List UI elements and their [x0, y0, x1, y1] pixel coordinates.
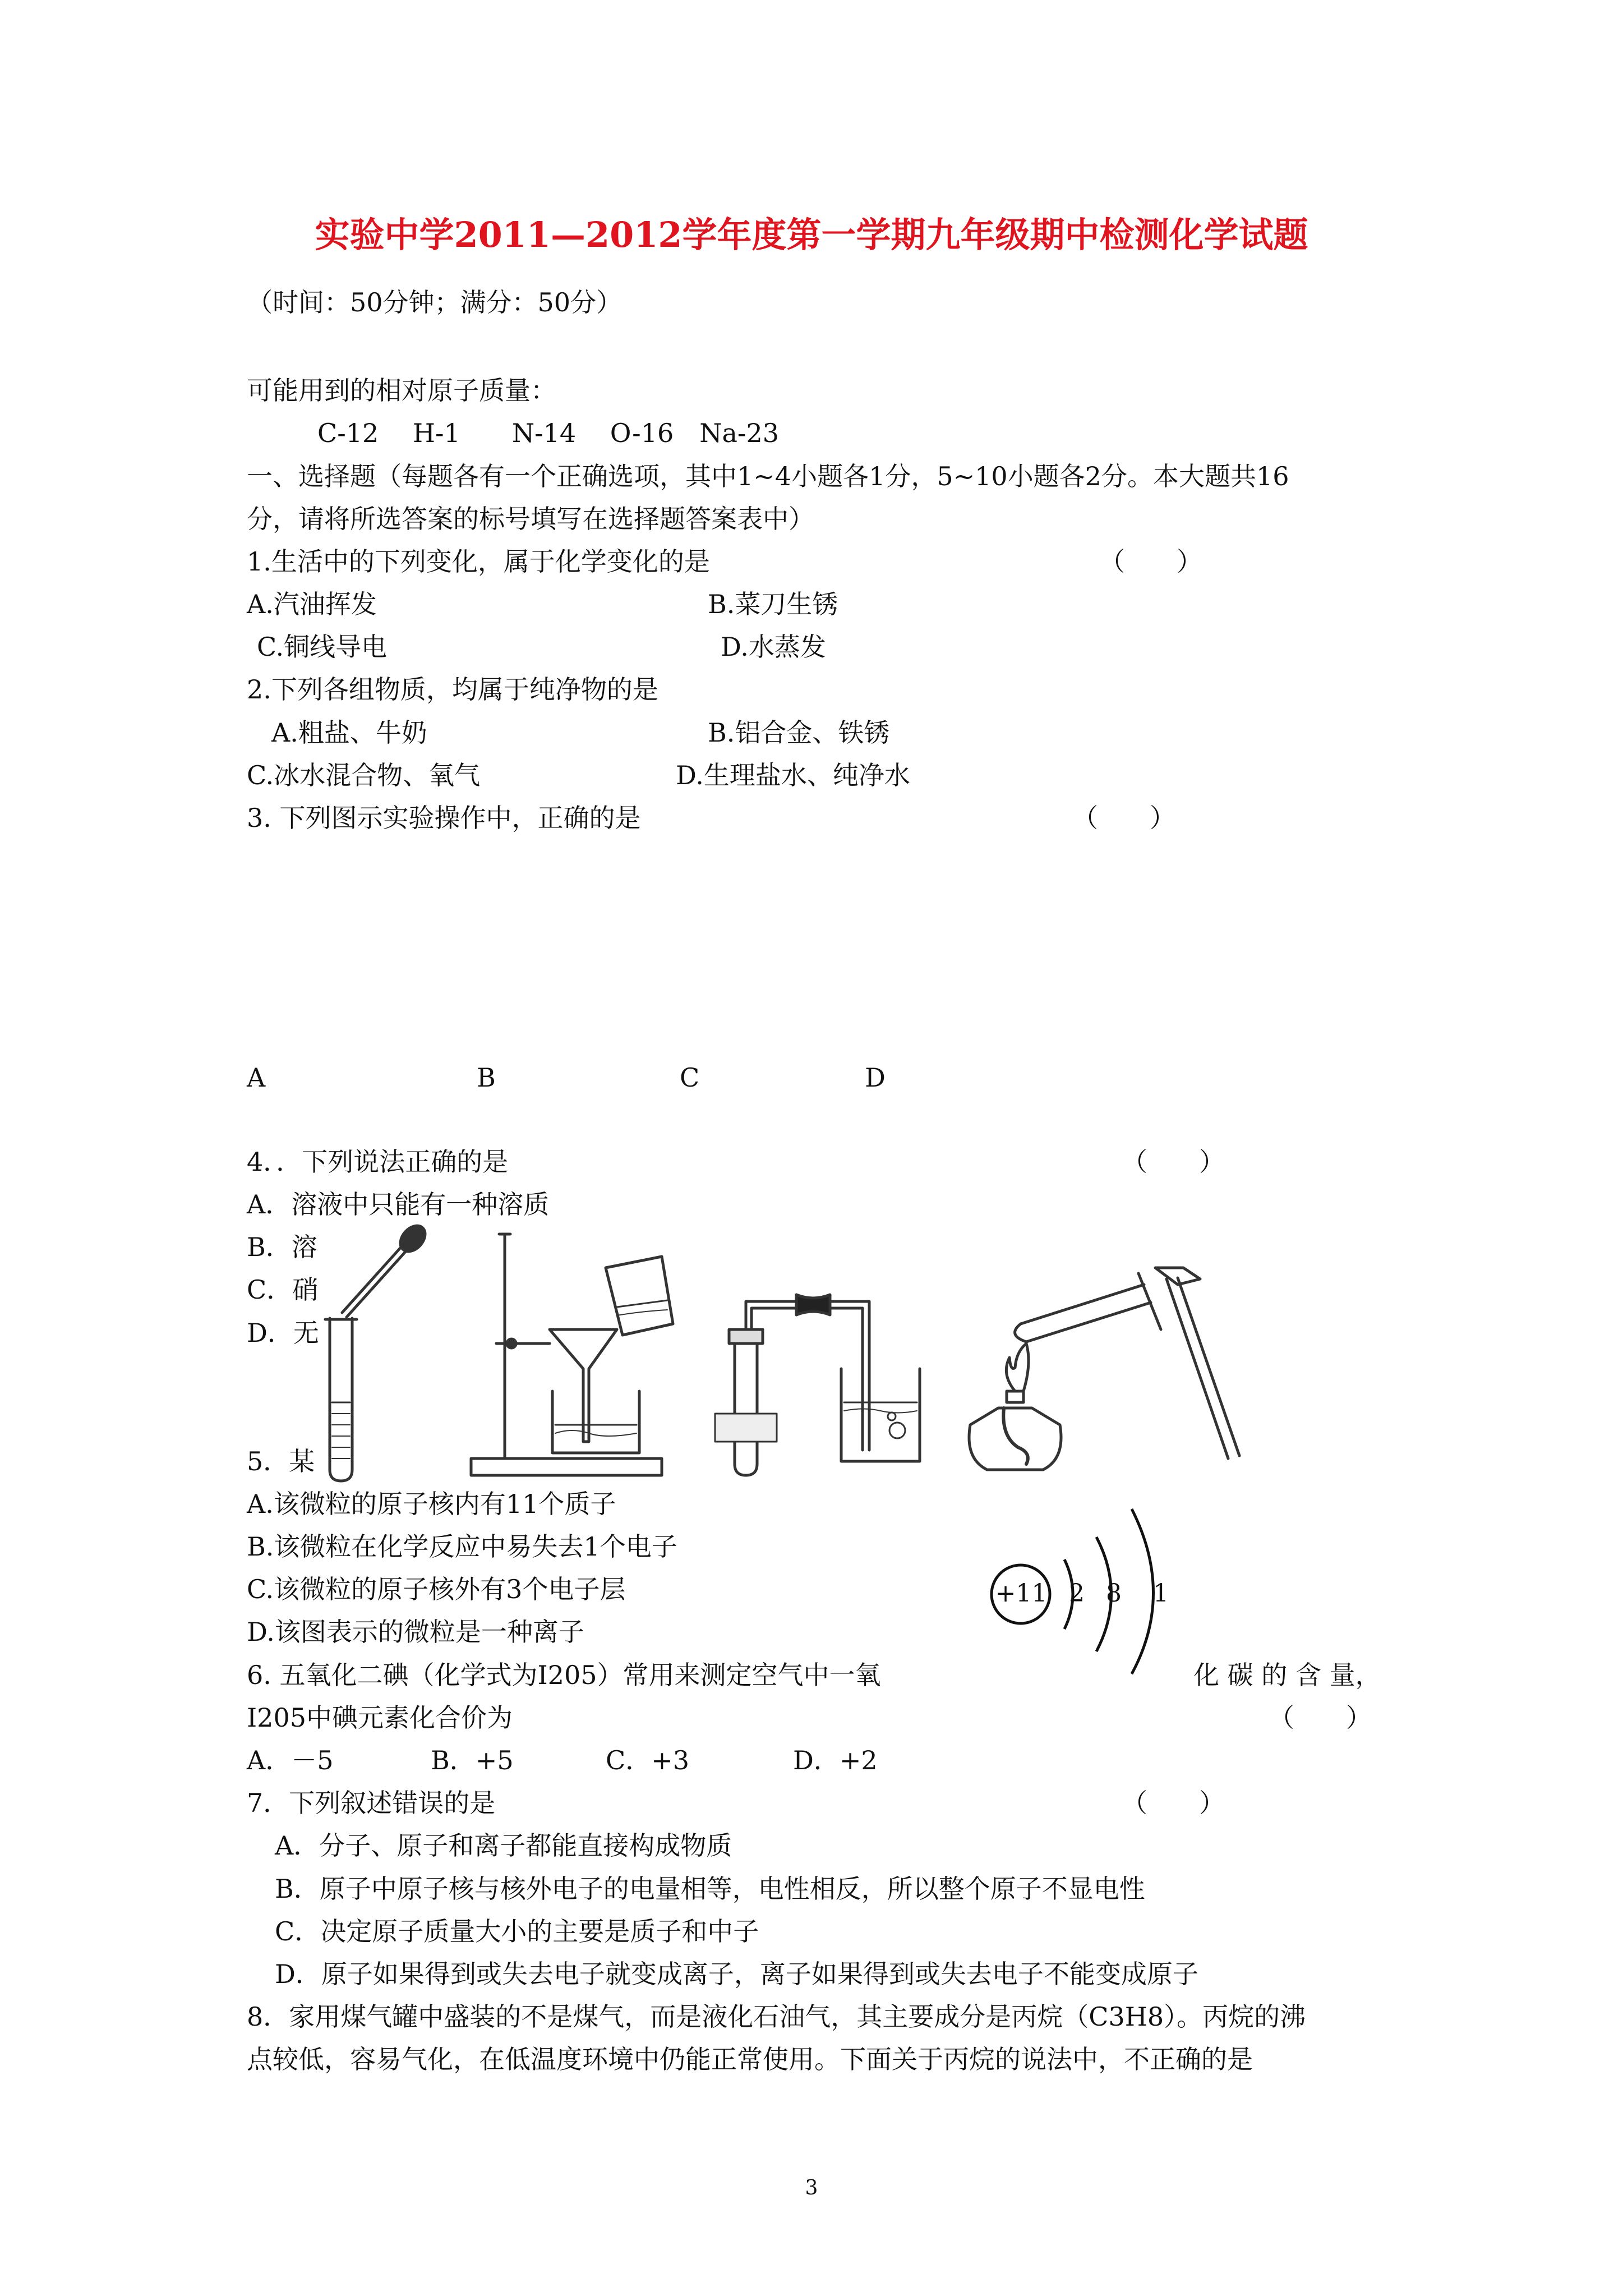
q3-label-a: A [247, 1062, 266, 1093]
q7-option-c: C．决定原子质量大小的主要是质子和中子 [275, 1916, 759, 1947]
exam-info: （时间：50分钟；满分：50分） [247, 287, 623, 318]
atomic-mass-label: 可能用到的相对原子质量： [247, 375, 556, 406]
q6-line1-right: 化 碳 的 含 量， [1193, 1660, 1381, 1690]
q4-answer-paren: （ ） [1122, 1147, 1225, 1177]
q2-option-c: C.冰水混合物、氧气 [247, 760, 481, 790]
q2-option-d: D.生理盐水、纯净水 [676, 760, 910, 790]
heating-test-tube-illustration [969, 1268, 1239, 1470]
q4-option-d: D．无 [247, 1318, 319, 1348]
q6-option-c: C．+3 [606, 1745, 690, 1775]
q2-stem: 2.下列各组物质，均属于纯净物的是 [247, 674, 658, 705]
shell-3-electrons: 1 [1153, 1579, 1169, 1608]
shell-2-electrons: 8 [1106, 1579, 1122, 1608]
q1-option-a: A.汽油挥发 [247, 589, 377, 619]
q1-answer-paren: （ ） [1099, 546, 1202, 577]
dropper-in-test-tube-illustration [325, 1223, 430, 1481]
q6-line2: I205中碘元素化合价为 [247, 1703, 513, 1733]
nucleus-charge: +11 [995, 1579, 1048, 1608]
q6-option-d: D．+2 [793, 1745, 878, 1775]
q7-option-a: A．分子、原子和离子都能直接构成物质 [275, 1830, 732, 1861]
shell-1-electrons: 2 [1069, 1579, 1085, 1608]
q3-label-d: D [865, 1062, 886, 1093]
gas-collection-illustration [715, 1295, 920, 1475]
atomic-masses: C-12 H-1 N-14 O-16 Na-23 [317, 418, 779, 448]
q1-option-d: D.水蒸发 [721, 632, 826, 662]
lab-operations-figure [303, 1223, 1245, 1487]
q7-option-d: D．原子如果得到或失去电子就变成离子，离子如果得到或失去电子不能变成原子 [275, 1959, 1198, 1989]
q8-line2: 点较低，容易气化，在低温度环境中仍能正常使用。下面关于丙烷的说法中，不正确的是 [247, 2044, 1253, 2074]
q5-option-b: B.该微粒在化学反应中易失去1个电子 [247, 1531, 677, 1562]
q6-line1-left: 6. 五氧化二碘（化学式为I205）常用来测定空气中一氧 [247, 1660, 881, 1690]
q7-stem: 7．下列叙述错误的是 [247, 1788, 496, 1818]
q1-option-c: C.铜线导电 [257, 632, 388, 662]
q5-stem: 5．某 [247, 1446, 315, 1476]
q4-stem: 4．．下列说法正确的是 [247, 1147, 509, 1177]
q2-option-b: B.铝合金、铁锈 [708, 717, 890, 748]
q3-label-b: B [477, 1062, 496, 1093]
atomic-structure-diagram [987, 1503, 1200, 1677]
q3-label-c: C [680, 1062, 700, 1093]
q5-option-d: D.该图表示的微粒是一种离子 [247, 1617, 584, 1647]
section1-instructions-line2: 分，请将所选答案的标号填写在选择题答案表中） [247, 504, 814, 534]
page-title: 实验中学2011—2012学年度第一学期九年级期中检测化学试题 [315, 214, 1308, 255]
q4-option-b: B．溶 [247, 1232, 317, 1262]
q6-answer-paren: （ ） [1269, 1703, 1372, 1733]
q5-option-c: C.该微粒的原子核外有3个电子层 [247, 1574, 626, 1604]
section1-instructions-line1: 一、选择题（每题各有一个正确选项，其中1~4小题各1分，5~10小题各2分。本大题共16 [247, 461, 1289, 491]
q1-option-b: B.菜刀生锈 [708, 589, 838, 619]
filtration-stand-illustration [471, 1234, 673, 1475]
q5-option-a: A.该微粒的原子核内有11个质子 [247, 1489, 616, 1519]
q2-option-a: A.粗盐、牛奶 [271, 717, 427, 748]
q6-option-a: A．－5 [247, 1745, 334, 1775]
page-number: 3 [805, 2177, 818, 2200]
q6-option-b: B．+5 [431, 1745, 514, 1775]
q3-stem: 3. 下列图示实验操作中，正确的是 [247, 803, 641, 833]
q4-option-a: A．溶液中只能有一种溶质 [247, 1189, 550, 1220]
q3-answer-paren: （ ） [1072, 803, 1175, 833]
q8-line1: 8．家用煤气罐中盛装的不是煤气，而是液化石油气，其主要成分是丙烷（C3H8）。丙烷的沸 [247, 2001, 1306, 2032]
q7-option-b: B．原子中原子核与核外电子的电量相等，电性相反，所以整个原子不显电性 [275, 1874, 1145, 1904]
q1-stem: 1.生活中的下列变化，属于化学变化的是 [247, 546, 710, 577]
q4-option-c: C．硝 [247, 1274, 319, 1305]
q7-answer-paren: （ ） [1122, 1788, 1225, 1818]
